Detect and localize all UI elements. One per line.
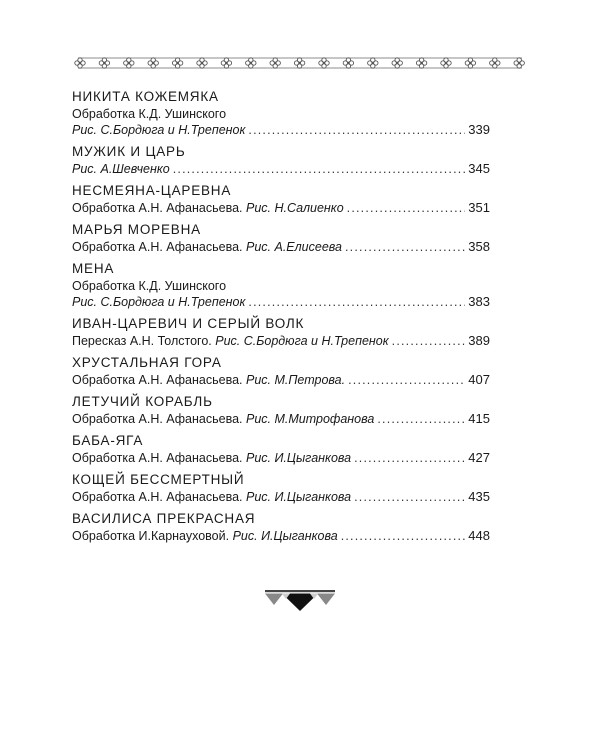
flower-ornament-icon xyxy=(441,58,451,68)
page-number: 383 xyxy=(468,294,490,309)
entry-illustrator: Рис. Н.Салиенко xyxy=(246,201,344,215)
entry-adapter: Обработка К.Д. Ушинского xyxy=(72,279,227,293)
flower-ornament-icon xyxy=(124,58,134,68)
entry-credit-line xyxy=(72,528,490,544)
page-number: 358 xyxy=(468,239,490,254)
entry-credit-line xyxy=(72,122,490,138)
flower-ornament-icon xyxy=(294,58,304,68)
entry-illustrator: Рис. С.Бордюга и Н.Трепенок xyxy=(72,295,246,309)
flower-ornament-icon xyxy=(319,58,329,68)
entry-illustrator: Рис. С.Бордюга и Н.Трепенок xyxy=(215,334,389,348)
entry-illustrator: Рис. А.Шевченко xyxy=(72,162,170,176)
toc-entry xyxy=(72,315,490,349)
dot-leader xyxy=(392,333,466,349)
flower-ornament-icon xyxy=(75,58,85,68)
entry-title: ЛЕТУЧИЙ КОРАБЛЬ xyxy=(72,394,213,409)
dot-leader xyxy=(248,294,465,310)
entry-illustrator: Рис. М.Митрофанова xyxy=(246,412,375,426)
entry-credit-line xyxy=(72,450,490,466)
entry-credit-line xyxy=(72,489,490,505)
entry-credit-line xyxy=(72,200,490,216)
entry-adapter: Пересказ А.Н. Толстого. xyxy=(72,334,212,348)
entry-illustrator: Рис. М.Петрова. xyxy=(246,373,346,387)
bottom-triangle-ornament xyxy=(263,590,337,612)
dot-leader xyxy=(341,528,466,544)
entry-adapter: Обработка А.Н. Афанасьева. xyxy=(72,451,243,465)
entry-adapter: Обработка К.Д. Ушинского xyxy=(72,107,227,121)
entry-credit-line xyxy=(72,411,490,427)
entry-illustrator: Рис. И.Цыганкова xyxy=(246,451,352,465)
entry-title: КОЩЕЙ БЕССМЕРТНЫЙ xyxy=(72,472,245,487)
entry-adapter: Обработка А.Н. Афанасьева. xyxy=(72,490,243,504)
entry-illustrator: Рис. С.Бордюга и Н.Трепенок xyxy=(72,123,246,137)
entry-title: МУЖИК И ЦАРЬ xyxy=(72,144,186,159)
flower-ornament-icon xyxy=(368,58,378,68)
entry-title: НИКИТА КОЖЕМЯКА xyxy=(72,89,219,104)
page-number: 435 xyxy=(468,489,490,504)
page-number: 407 xyxy=(468,372,490,387)
entry-adapter: Обработка А.Н. Афанасьева. xyxy=(72,240,243,254)
flower-ornament-icon xyxy=(246,58,256,68)
dot-leader xyxy=(345,239,465,255)
entry-title: ИВАН-ЦАРЕВИЧ И СЕРЫЙ ВОЛК xyxy=(72,316,305,331)
flower-ornament-icon xyxy=(197,58,207,68)
dot-leader xyxy=(377,411,465,427)
toc-entry xyxy=(72,432,490,466)
toc-entry xyxy=(72,471,490,505)
flower-ornament-icon xyxy=(392,58,402,68)
dot-leader xyxy=(354,450,465,466)
entry-title: БАБА-ЯГА xyxy=(72,433,144,448)
toc-entry xyxy=(72,260,490,310)
entry-illustrator: Рис. А.Елисеева xyxy=(246,240,342,254)
dot-leader xyxy=(248,122,465,138)
decorative-flower-border xyxy=(70,52,530,74)
flower-ornament-icon xyxy=(490,58,500,68)
flower-ornament-icon xyxy=(270,58,280,68)
dot-leader xyxy=(347,200,466,216)
flower-ornament-icon xyxy=(465,58,475,68)
flower-ornament-icon xyxy=(221,58,231,68)
entry-credit-line xyxy=(72,372,490,388)
flower-ornament-icon xyxy=(514,58,524,68)
entry-illustrator: Рис. И.Цыганкова xyxy=(246,490,352,504)
toc-entry xyxy=(72,510,490,544)
page-number: 389 xyxy=(468,333,490,348)
toc-entry xyxy=(72,88,490,138)
flower-ornament-icon xyxy=(172,58,182,68)
toc-entry xyxy=(72,143,490,177)
entry-title: ВАСИЛИСА ПРЕКРАСНАЯ xyxy=(72,511,256,526)
entry-credit-line xyxy=(72,161,490,177)
page-number: 448 xyxy=(468,528,490,543)
entry-adapter: Обработка А.Н. Афанасьева. xyxy=(72,373,243,387)
entry-adapter: Обработка А.Н. Афанасьева. xyxy=(72,412,243,426)
toc-entry xyxy=(72,221,490,255)
flower-ornament-icon xyxy=(148,58,158,68)
entry-adapter: Обработка А.Н. Афанасьева. xyxy=(72,201,243,215)
flower-ornament-icon xyxy=(343,58,353,68)
flower-ornament-icon xyxy=(99,58,109,68)
page-number: 427 xyxy=(468,450,490,465)
page-number: 351 xyxy=(468,200,490,215)
entry-credit-line xyxy=(72,294,490,310)
entry-credit-line xyxy=(72,333,490,349)
toc-entry xyxy=(72,182,490,216)
page-number: 339 xyxy=(468,122,490,137)
entry-adapter: Обработка И.Карнауховой. xyxy=(72,529,230,543)
entry-illustrator: Рис. И.Цыганкова xyxy=(232,529,338,543)
dot-leader xyxy=(354,489,465,505)
page-number: 345 xyxy=(468,161,490,176)
dot-leader xyxy=(173,161,466,177)
toc-entry xyxy=(72,393,490,427)
dot-leader xyxy=(348,372,465,388)
toc-entry xyxy=(72,354,490,388)
entry-title: ХРУСТАЛЬНАЯ ГОРА xyxy=(72,355,222,370)
entry-title: МЕНА xyxy=(72,261,115,276)
entry-credit-line xyxy=(72,239,490,255)
entry-title: НЕСМЕЯНА-ЦАРЕВНА xyxy=(72,183,232,198)
entry-title: МАРЬЯ МОРЕВНА xyxy=(72,222,201,237)
table-of-contents xyxy=(72,88,490,549)
page-number: 415 xyxy=(468,411,490,426)
flower-ornament-icon xyxy=(416,58,426,68)
